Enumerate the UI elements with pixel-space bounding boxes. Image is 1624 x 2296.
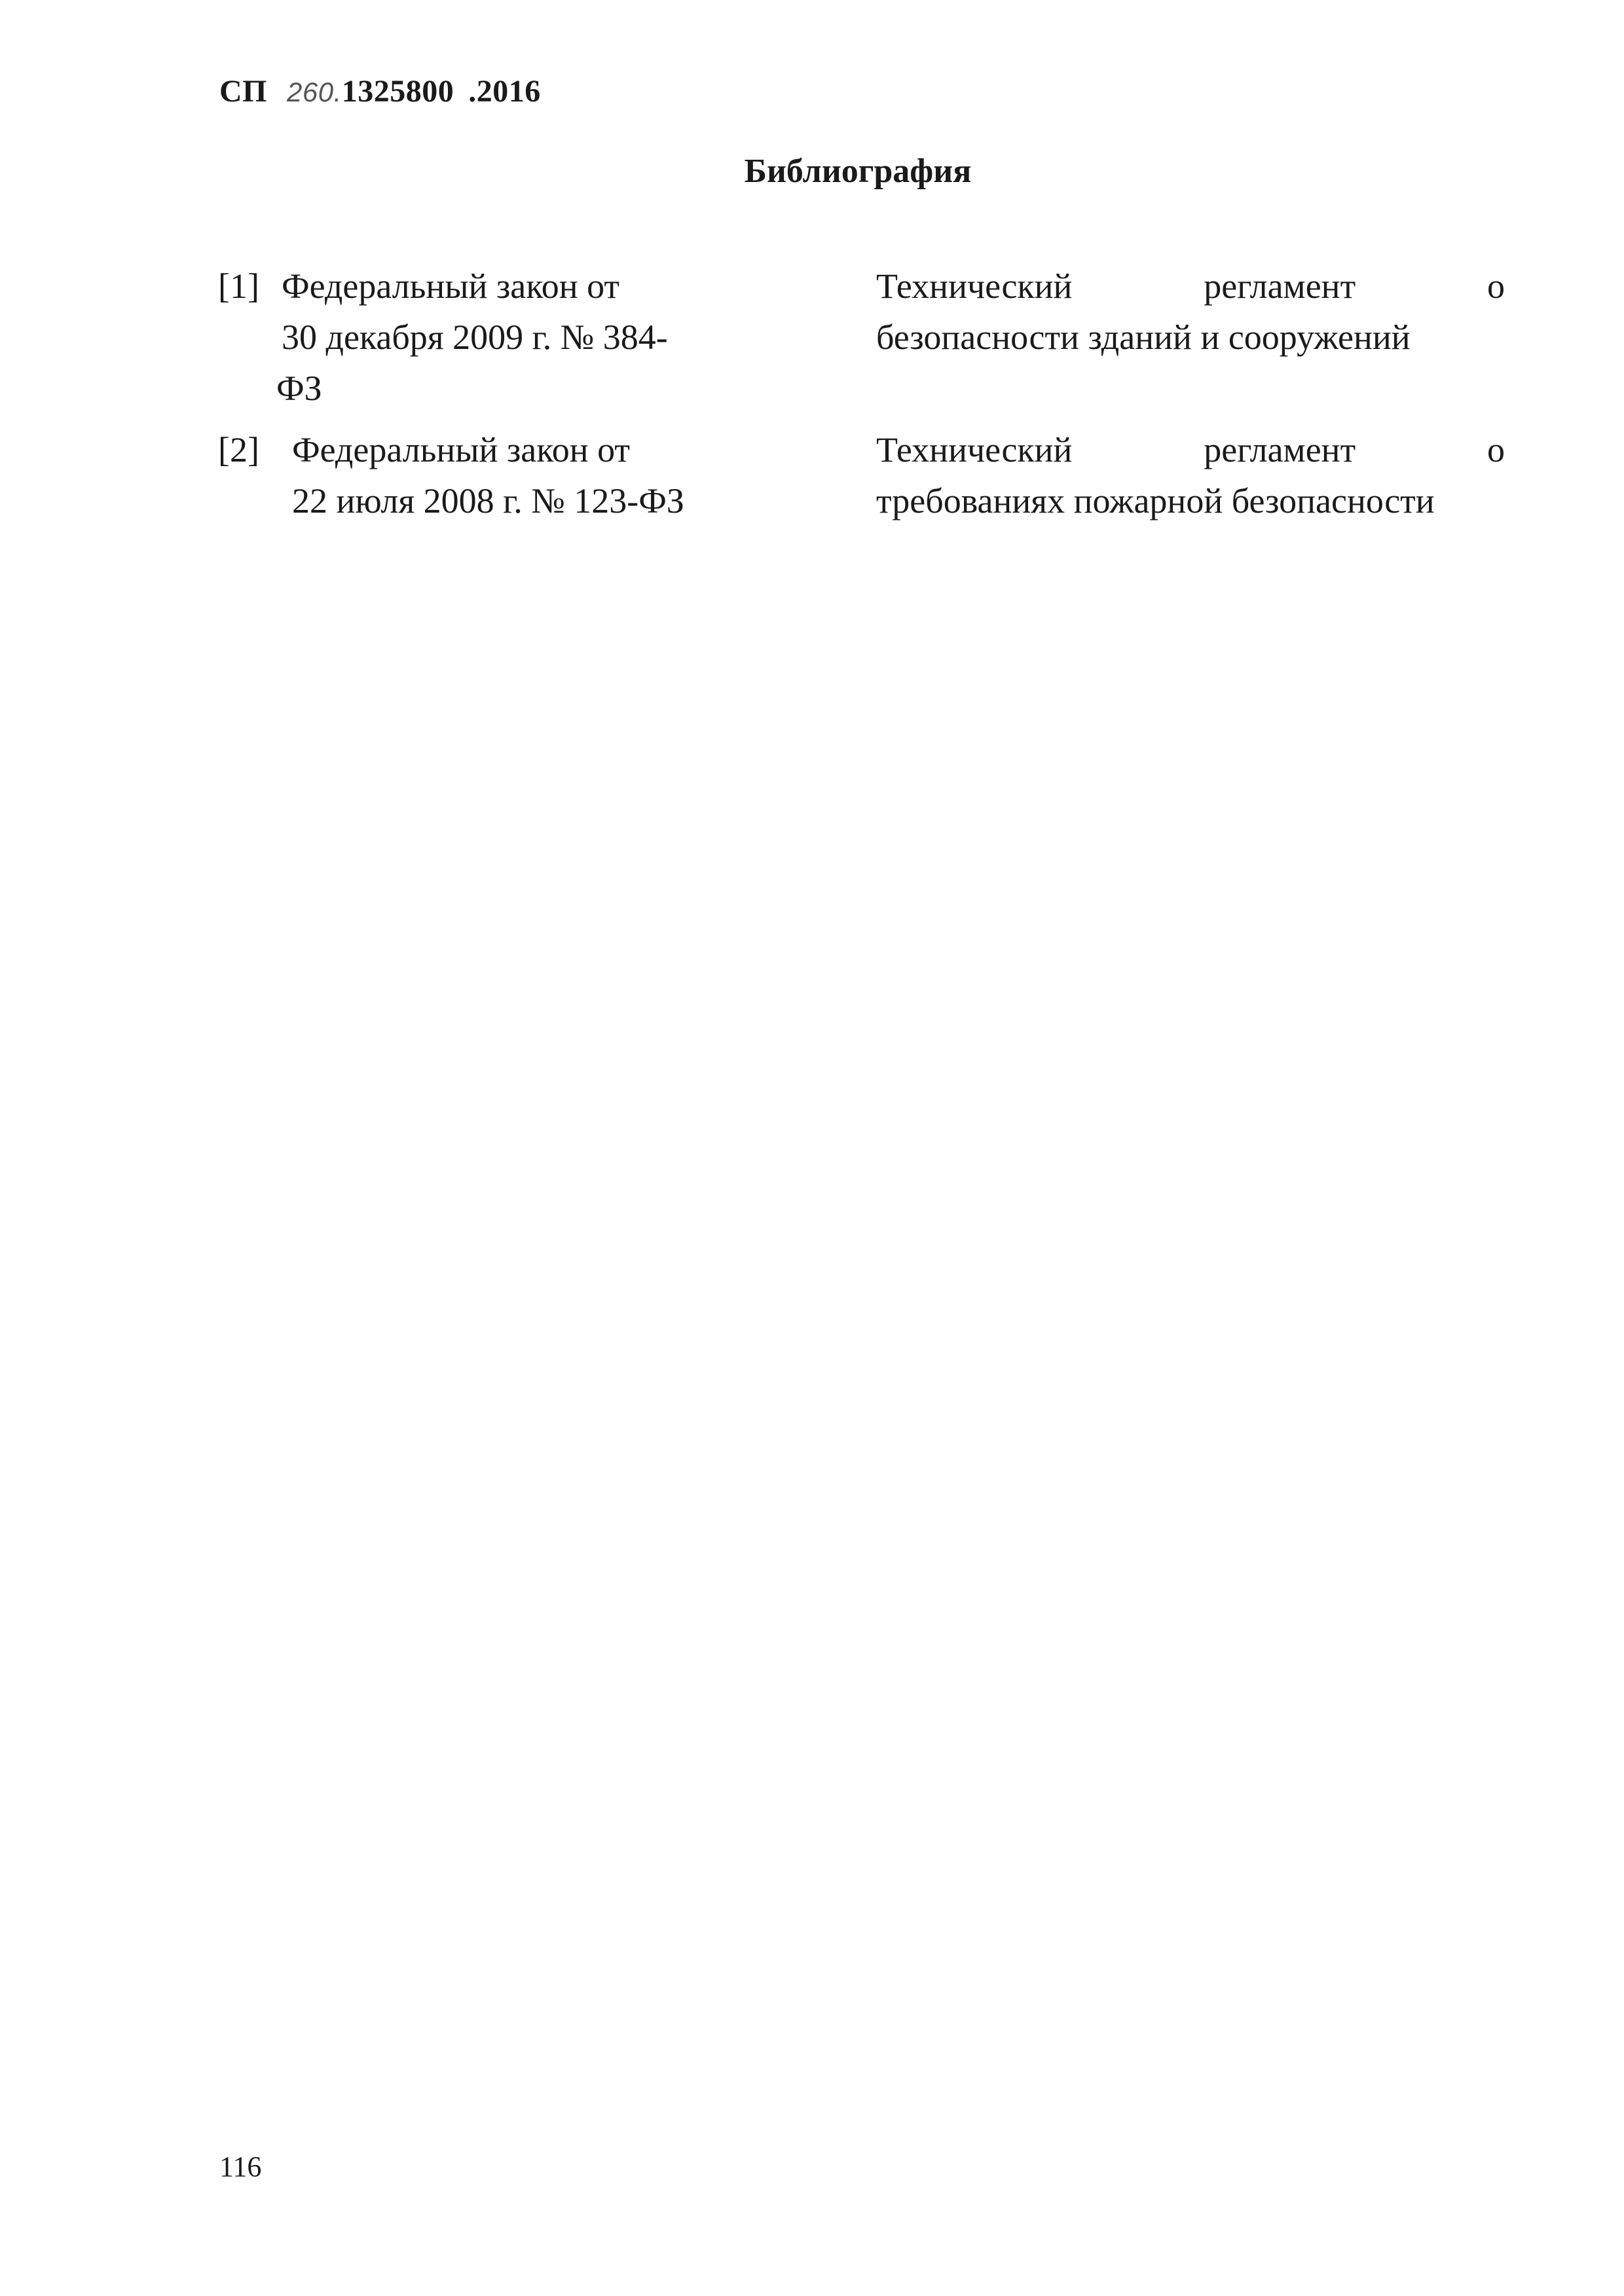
bibliography-list [218, 261, 1508, 537]
description-line-1 [876, 424, 1505, 475]
description-word: регламент [1204, 430, 1356, 469]
bibliography-entry-law [282, 424, 876, 526]
law-line-2: 30 декабря 2009 г. № 384- [282, 318, 668, 357]
page-number: 116 [219, 2151, 262, 2183]
bibliography-entry-law [276, 261, 876, 414]
law-line-3: ФЗ [276, 369, 322, 408]
description-word: Технический [876, 430, 1073, 469]
bibliography-entry-description [876, 424, 1505, 526]
bibliography-entry-left [218, 261, 876, 414]
page-title: Библиография [744, 153, 972, 190]
code-year: .2016 [468, 74, 541, 109]
bibliography-entry [218, 261, 1508, 414]
description-line-2: безопасности зданий и сооружений [876, 318, 1411, 357]
bibliography-entry-left [218, 424, 876, 526]
bibliography-entry [218, 424, 1508, 526]
law-line-1: Федеральный закон от [282, 266, 620, 306]
description-line-1 [876, 261, 1505, 312]
document-code [219, 73, 541, 109]
law-line-2: 22 июля 2008 г. № 123-ФЗ [292, 481, 684, 520]
bibliography-entry-description [876, 261, 1505, 414]
law-line-1: Федеральный закон от [292, 430, 631, 469]
description-word: регламент [1204, 266, 1356, 306]
bibliography-entry-number: [1] [218, 266, 259, 306]
code-number: 1325800 [341, 74, 454, 109]
code-prefix: СП [219, 74, 267, 109]
bibliography-entry-number: [2] [218, 430, 259, 469]
code-handwritten-number: 260. [287, 77, 342, 107]
description-word: о [1486, 430, 1505, 469]
description-word: о [1486, 266, 1505, 306]
description-word: Технический [876, 266, 1073, 306]
description-line-2: требованиях пожарной безопасности [876, 481, 1435, 520]
